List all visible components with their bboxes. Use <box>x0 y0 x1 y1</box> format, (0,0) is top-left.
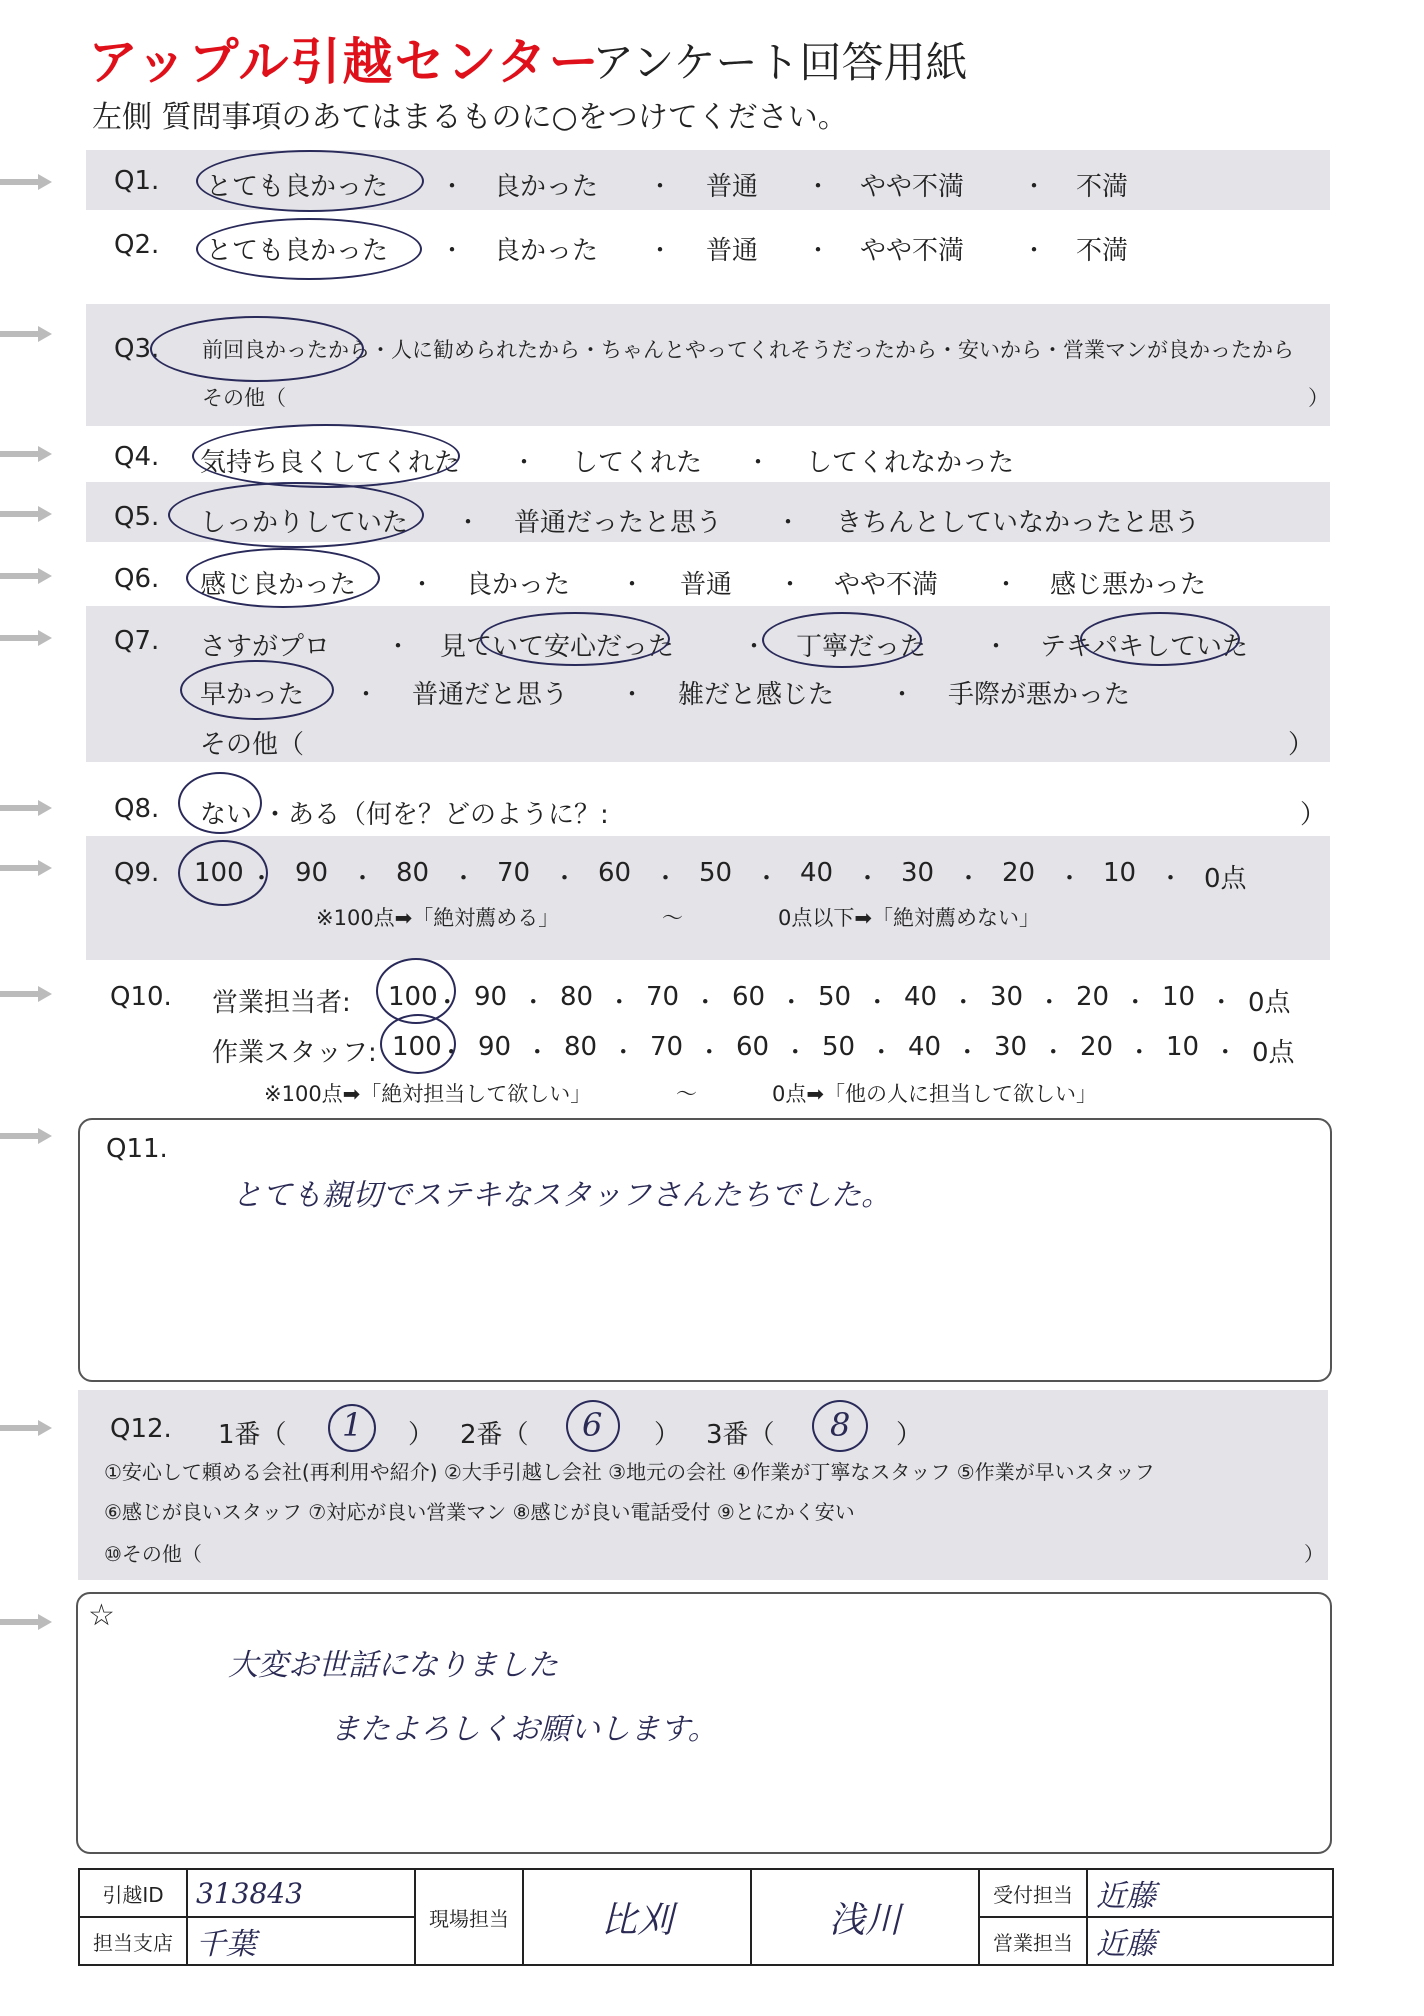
separator: ・ <box>806 236 830 264</box>
margin-arrow <box>0 570 54 582</box>
separator: ・ <box>1209 988 1234 1016</box>
q11-answer[interactable]: とても親切でステキなスタッフさんたちでした。 <box>232 1178 892 1213</box>
q12-rank1-circle <box>328 1404 376 1452</box>
q8-label: Q8. <box>114 794 160 824</box>
id-value[interactable] <box>187 1869 415 1917</box>
q10-sales-score-3[interactable]: 70 <box>646 982 680 1012</box>
q7-circle-anshin <box>480 612 670 666</box>
separator: ・ <box>648 236 672 264</box>
q4-selection-circle <box>192 424 460 488</box>
q9-selection-circle <box>178 840 268 906</box>
reception-value[interactable] <box>1087 1869 1333 1917</box>
q1-option-4[interactable]: やや不満 <box>860 172 965 202</box>
q6-label: Q6. <box>114 564 160 594</box>
sales-label: 営業担当 <box>979 1917 1087 1965</box>
q9-score-2[interactable]: 80 <box>396 858 430 888</box>
q12-choices-row2: ⑥感じが良いスタッフ ⑦対応が良い営業マン ⑧感じが良い電話受付 ⑨とにかく安い <box>104 1500 855 1524</box>
q6-selection-circle <box>186 548 380 608</box>
separator: ・ <box>1037 988 1062 1016</box>
separator: ・ <box>776 508 800 536</box>
q5-label: Q5. <box>114 502 160 532</box>
q2-option-3[interactable]: 普通 <box>706 236 759 266</box>
q12-choices-row1: ①安心して頼める会社(再利用や紹介) ②大手引越し会社 ③地元の会社 ④作業が丁寧なスタッフ ⑤作業が早いスタッフ <box>104 1460 1155 1484</box>
q10-staff-score-4[interactable]: 60 <box>736 1032 770 1062</box>
q1-option-5[interactable]: 不満 <box>1076 172 1129 202</box>
q7-option-2[interactable]: 見ていて安心だった <box>440 632 675 662</box>
q2-option-1[interactable]: とても良かった <box>206 236 389 266</box>
q10-staff-score-7[interactable]: 30 <box>994 1032 1028 1062</box>
separator: ・ <box>778 570 802 598</box>
separator: ・ <box>855 864 880 892</box>
q1-option-2[interactable]: 良かった <box>494 172 599 202</box>
separator: ・ <box>779 988 804 1016</box>
q10-sales-score-5[interactable]: 50 <box>818 982 852 1012</box>
q9-score-10[interactable]: 0点 <box>1204 864 1247 894</box>
q7-circle-teinei <box>762 612 922 668</box>
margin-arrow <box>0 1616 54 1628</box>
comment-line-1[interactable]: 大変お世話になりました <box>228 1648 558 1683</box>
site-staff-2-text: 浅川 <box>828 1899 901 1941</box>
separator: ・ <box>754 864 779 892</box>
q8-option-aru[interactable]: ・ある（何を？どのように？: <box>262 800 609 830</box>
q8-selection-circle <box>178 772 262 834</box>
q7-other[interactable]: その他（ <box>200 730 305 760</box>
separator: ・ <box>956 864 981 892</box>
separator: ・ <box>1041 1038 1066 1066</box>
separator: ・ <box>955 1038 980 1066</box>
separator: ・ <box>350 864 375 892</box>
q7-option-6[interactable]: 普通だと思う <box>412 680 569 710</box>
q12-rank3-close: ） <box>896 1420 923 1450</box>
separator: ・ <box>440 172 464 200</box>
q10-sales-score-0[interactable]: 100 <box>388 982 438 1012</box>
separator: ・ <box>742 632 766 660</box>
instruction-text: 左側 質問事項のあてはまるものに○をつけてください。 <box>92 100 848 135</box>
q10-sales-score-1[interactable]: 90 <box>474 982 508 1012</box>
comment-line-2[interactable]: またよろしくお願いします。 <box>330 1712 718 1747</box>
separator: ・ <box>249 864 274 892</box>
q3-selection-circle <box>150 316 364 382</box>
id-value-text: 313843 <box>196 1876 303 1910</box>
margin-arrow <box>0 1130 54 1142</box>
q9-note-left: ※100点➡「絶対薦める」 <box>316 906 560 930</box>
q10-label: Q10. <box>110 982 172 1012</box>
separator: ・ <box>410 570 434 598</box>
separator: ・ <box>1127 1038 1152 1066</box>
q1-option-3[interactable]: 普通 <box>706 172 759 202</box>
separator: ・ <box>456 508 480 536</box>
q5-option-3[interactable]: きちんとしていなかったと思う <box>836 508 1201 538</box>
separator: ・ <box>620 570 644 598</box>
q1-label: Q1. <box>114 166 160 196</box>
separator: ・ <box>1057 864 1082 892</box>
separator: ・ <box>611 1038 636 1066</box>
q9-score-0[interactable]: 100 <box>194 858 244 888</box>
q12-other-close: ） <box>1304 1542 1324 1566</box>
separator: ・ <box>1022 236 1046 264</box>
separator: ・ <box>951 988 976 1016</box>
site-staff-1-text: 比刈 <box>600 1899 673 1941</box>
q10-sales-score-2[interactable]: 80 <box>560 982 594 1012</box>
company-title: アップル引越センター <box>88 33 601 91</box>
q12-rank3-value[interactable]: 8 <box>830 1406 851 1444</box>
margin-arrow <box>0 632 54 644</box>
q7-close: ） <box>1288 730 1315 760</box>
separator: ・ <box>693 988 718 1016</box>
q7-option-7[interactable]: 雑だと感じた <box>678 680 835 710</box>
q10-staff-circle <box>380 1014 456 1074</box>
q10-staff-score-3[interactable]: 70 <box>650 1032 684 1062</box>
separator: ・ <box>1158 864 1183 892</box>
q7-option-4[interactable]: テキパキしていた <box>1040 632 1249 662</box>
q6-option-3[interactable]: 普通 <box>680 570 733 600</box>
separator: ・ <box>525 1038 550 1066</box>
branch-label: 担当支店 <box>79 1917 187 1965</box>
separator: ・ <box>806 172 830 200</box>
separator: ・ <box>648 172 672 200</box>
q1-option-1[interactable]: とても良かった <box>206 172 389 202</box>
q10-staff-score-6[interactable]: 40 <box>908 1032 942 1062</box>
q10-sales-score-10[interactable]: 0点 <box>1248 988 1291 1018</box>
q9-score-5[interactable]: 50 <box>699 858 733 888</box>
q10-sales-score-6[interactable]: 40 <box>904 982 938 1012</box>
margin-arrow <box>0 988 54 1000</box>
q3-options[interactable]: 前回良かったから・人に勧められたから・ちゃんとやってくれそうだったから・安いから・営業マンが良かったから <box>202 338 1294 362</box>
reception-label: 受付担当 <box>979 1869 1087 1917</box>
q10-staff-score-0[interactable]: 100 <box>392 1032 442 1062</box>
band-q9 <box>86 836 1330 960</box>
separator: ・ <box>354 680 378 708</box>
separator: ・ <box>746 448 770 476</box>
margin-arrow <box>0 862 54 874</box>
q10-sales-score-4[interactable]: 60 <box>732 982 766 1012</box>
sales-value[interactable] <box>1087 1917 1333 1965</box>
separator: ・ <box>994 570 1018 598</box>
q12-rank1-close: ） <box>408 1420 435 1450</box>
q8-option-nai[interactable]: ない <box>200 800 253 830</box>
q2-selection-circle <box>196 218 422 280</box>
q6-option-5[interactable]: 感じ悪かった <box>1050 570 1207 600</box>
q6-option-4[interactable]: やや不満 <box>834 570 939 600</box>
q7-option-5[interactable]: 早かった <box>200 680 305 710</box>
q10-staff-score-2[interactable]: 80 <box>564 1032 598 1062</box>
q9-score-4[interactable]: 60 <box>598 858 632 888</box>
separator: ・ <box>783 1038 808 1066</box>
form-subtitle: アンケート回答用紙 <box>592 38 968 87</box>
q10-sales-score-7[interactable]: 30 <box>990 982 1024 1012</box>
separator: ・ <box>512 448 536 476</box>
q2-option-5[interactable]: 不満 <box>1076 236 1129 266</box>
site-staff-2[interactable] <box>751 1869 979 1965</box>
q10-sales-score-9[interactable]: 10 <box>1162 982 1196 1012</box>
separator: ・ <box>440 236 464 264</box>
q7-label: Q7. <box>114 626 160 656</box>
q10-note-left: ※100点➡「絶対担当して欲しい」 <box>264 1082 592 1106</box>
star-icon: ☆ <box>88 1598 115 1633</box>
separator: ・ <box>984 632 1008 660</box>
separator: ・ <box>1213 1038 1238 1066</box>
separator: ・ <box>869 1038 894 1066</box>
q12-rank1-label: 1番（ <box>218 1420 287 1450</box>
q12-choices-row3[interactable]: ⑩その他（ <box>104 1542 202 1566</box>
q4-option-3[interactable]: してくれなかった <box>806 448 1015 478</box>
branch-value[interactable] <box>187 1917 415 1965</box>
q10-staff-score-8[interactable]: 20 <box>1080 1032 1114 1062</box>
separator: ・ <box>620 680 644 708</box>
q9-note-mid: 〜 <box>662 906 683 930</box>
separator: ・ <box>697 1038 722 1066</box>
q12-rank3-label: 3番（ <box>706 1420 775 1450</box>
q3-label: Q3. <box>114 334 160 364</box>
q10-note-mid: 〜 <box>676 1082 697 1106</box>
q10-staff-score-5[interactable]: 50 <box>822 1032 856 1062</box>
q9-score-6[interactable]: 40 <box>800 858 834 888</box>
margin-arrow <box>0 448 54 460</box>
q11-box <box>78 1118 1332 1382</box>
q1-selection-circle <box>196 150 424 212</box>
separator: ・ <box>521 988 546 1016</box>
q7-option-8[interactable]: 手際が悪かった <box>948 680 1131 710</box>
site-staff-1[interactable] <box>523 1869 751 1965</box>
sales-value-text: 近藤 <box>1096 1927 1156 1962</box>
q5-selection-circle <box>168 482 424 548</box>
q9-score-7[interactable]: 30 <box>901 858 935 888</box>
id-label: 引越ID <box>79 1869 187 1917</box>
separator: ・ <box>607 988 632 1016</box>
q9-note-right: 0点以下➡「絶対薦めない」 <box>778 906 1040 930</box>
q2-label: Q2. <box>114 230 160 260</box>
margin-arrow <box>0 328 54 340</box>
separator: ・ <box>1123 988 1148 1016</box>
q11-label: Q11. <box>106 1134 168 1164</box>
staff-table <box>78 1868 1334 1966</box>
q10-staff-score-1[interactable]: 90 <box>478 1032 512 1062</box>
separator: ・ <box>386 632 410 660</box>
q12-rank2-close: ） <box>654 1420 681 1450</box>
q12-rank2-value[interactable]: 6 <box>582 1406 603 1444</box>
q3-close: ） <box>1308 386 1329 410</box>
margin-arrow <box>0 508 54 520</box>
q4-label: Q4. <box>114 442 160 472</box>
separator: ・ <box>451 864 476 892</box>
q7-circle-hayakatta <box>180 660 334 720</box>
q9-score-1[interactable]: 90 <box>295 858 329 888</box>
q7-option-3[interactable]: 丁寧だった <box>796 632 927 662</box>
q9-score-8[interactable]: 20 <box>1002 858 1036 888</box>
separator: ・ <box>890 680 914 708</box>
q12-label: Q12. <box>110 1414 172 1444</box>
q2-option-2[interactable]: 良かった <box>494 236 599 266</box>
q10-sales-score-8[interactable]: 20 <box>1076 982 1110 1012</box>
q10-row1-label: 営業担当者: <box>212 988 351 1018</box>
q12-rank3-circle <box>812 1400 868 1452</box>
q4-option-1[interactable]: 気持ち良くしてくれた <box>200 448 461 478</box>
branch-value-text: 千葉 <box>196 1927 256 1962</box>
separator: ・ <box>439 1038 464 1066</box>
q12-rank2-circle <box>566 1400 620 1452</box>
q10-staff-score-10[interactable]: 0点 <box>1252 1038 1295 1068</box>
q5-option-1[interactable]: しっかりしていた <box>200 508 409 538</box>
q10-row2-label: 作業スタッフ: <box>212 1038 377 1068</box>
separator: ・ <box>552 864 577 892</box>
q7-circle-tekipaki <box>1080 612 1240 666</box>
separator: ・ <box>865 988 890 1016</box>
q9-label: Q9. <box>114 858 160 888</box>
margin-arrow <box>0 176 54 188</box>
q9-score-9[interactable]: 10 <box>1103 858 1137 888</box>
q8-close: ） <box>1300 800 1327 830</box>
margin-arrow <box>0 802 54 814</box>
q5-option-2[interactable]: 普通だったと思う <box>514 508 723 538</box>
q6-option-1[interactable]: 感じ良かった <box>200 570 357 600</box>
site-label: 現場担当 <box>415 1869 523 1965</box>
separator: ・ <box>653 864 678 892</box>
separator: ・ <box>435 988 460 1016</box>
q7-option-1[interactable]: さすがプロ <box>200 632 331 662</box>
q4-option-2[interactable]: してくれた <box>572 448 703 478</box>
q12-rank2-label: 2番（ <box>460 1420 529 1450</box>
reception-value-text: 近藤 <box>1096 1879 1156 1914</box>
q12-rank1-value[interactable]: 1 <box>342 1406 363 1444</box>
separator: ・ <box>1022 172 1046 200</box>
q9-score-3[interactable]: 70 <box>497 858 531 888</box>
q2-option-4[interactable]: やや不満 <box>860 236 965 266</box>
q3-other[interactable]: その他（ <box>202 386 286 410</box>
q10-staff-score-9[interactable]: 10 <box>1166 1032 1200 1062</box>
margin-arrow <box>0 1422 54 1434</box>
q10-note-right: 0点➡「他の人に担当して欲しい」 <box>772 1082 1097 1106</box>
q6-option-2[interactable]: 良かった <box>466 570 571 600</box>
